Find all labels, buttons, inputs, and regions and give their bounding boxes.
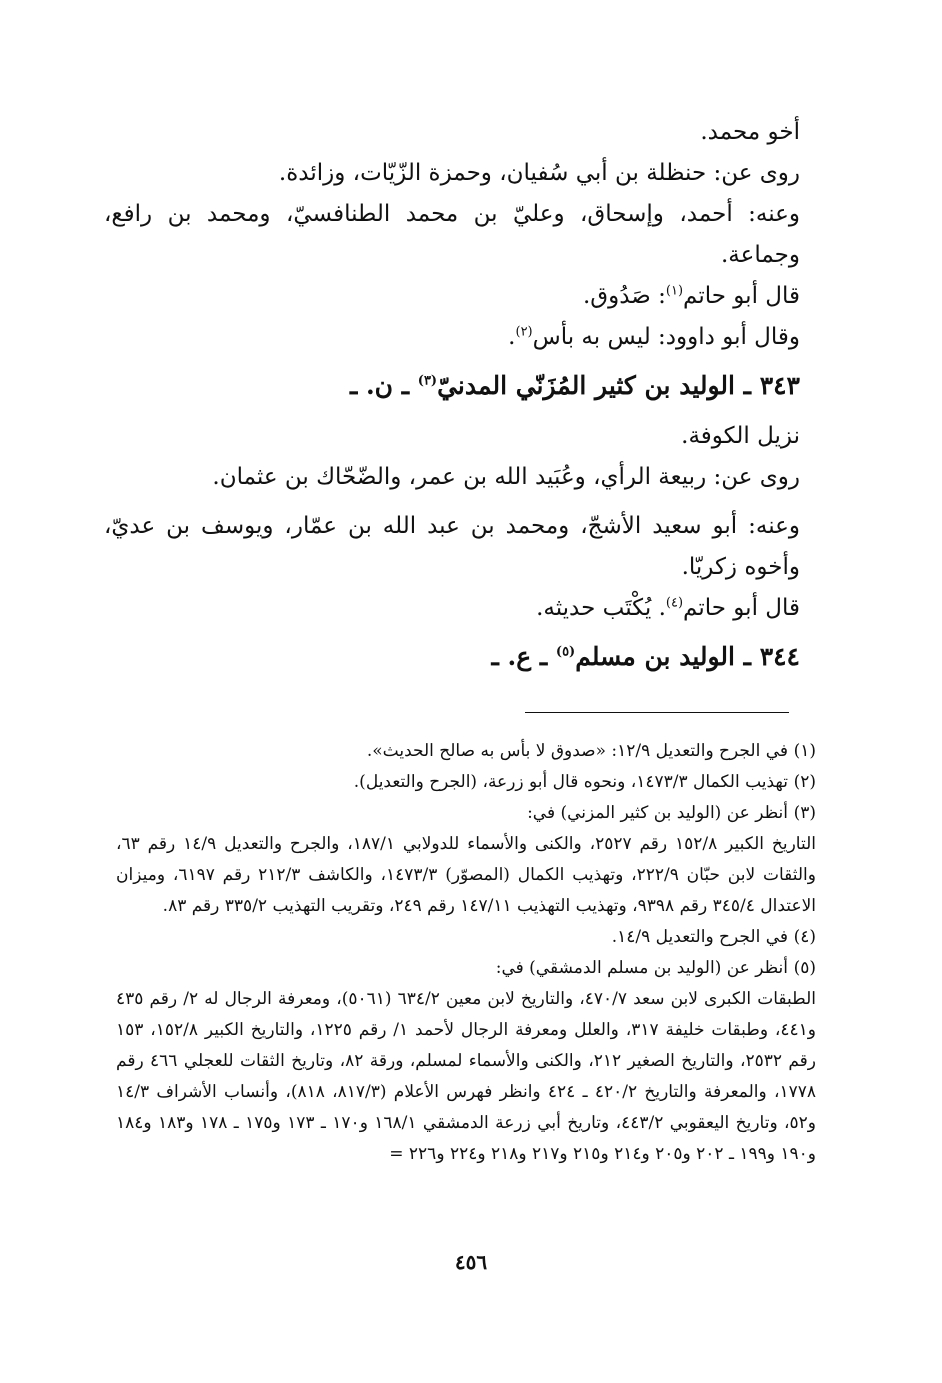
footnote-text: تهذيب الكمال ١٤٧٣/٣، ونحوه قال أبو زرعة، (الجرح والتعديل). <box>353 772 788 792</box>
statement-text: وقال أبو داوود: ليس به بأس <box>532 324 800 350</box>
entry-codes: ـ ع. ـ <box>491 642 556 671</box>
abu-hatim-statement <box>104 276 800 317</box>
footnote-divider <box>525 712 789 713</box>
text-line: روى عن: حنظلة بن أبي سُفيان، وحمزة الزّيّات، وزائدة. <box>278 160 800 186</box>
footnote-text: أنظر عن (الوليد بن كثير المزني) في: <box>527 803 788 823</box>
footnote-number: (٤) <box>793 927 816 947</box>
footnote-body: التاريخ الكبير ١٥٢/٨ رقم ٢٥٢٧، والكنى والأسماء للدولابي ١٨٧/١، والجرح والتعديل ١٤/٩ رقم ٦٣، والثقات لابن حبّان ٢٢٢/٩، وتهذيب الكمال (المصوّر) ١٤٧٣/٣، والكاشف ٢١٢/٣ رقم ٦١٩٧، وميزان الاعتدال ٣٤٥/٤ رقم ٩٣٩٨، وتهذيب التهذيب ١٤٧/١١ رقم ٢٤٩، وتقريب التهذيب ٣٣٥/٢ رقم ٨٣. <box>116 834 816 916</box>
statement-text: قال أبو حاتم <box>683 283 800 309</box>
statement-rest: . يُكْتَب حديثه. <box>536 595 666 621</box>
entry-title: ٣٤٤ ـ الوليد بن مسلم <box>575 642 800 671</box>
text-line: وعنه: أحمد، وإسحاق، وعليّ بن محمد الطنافسيّ، ومحمد بن رافع، وجماعة. <box>104 201 800 268</box>
footnote-ref: (٤) <box>665 595 684 611</box>
footnote <box>116 798 816 829</box>
text-line: وعنه: أبو سعيد الأشجّ، ومحمد بن عبد الله بن عمّار، ويوسف بن عديّ، وأخوه زكريّا. <box>104 513 800 580</box>
abu-hatim-statement <box>104 588 800 629</box>
page-number: ٤٥٦ <box>454 1250 488 1274</box>
statement-rest: : صَدُوق. <box>582 283 666 309</box>
entry-codes: ـ ن. ـ <box>349 371 418 400</box>
footnote-ref: (١) <box>665 283 684 299</box>
footnote <box>116 736 816 767</box>
footnote-number: (١) <box>793 741 816 761</box>
footnote <box>116 953 816 984</box>
statement-text: قال أبو حاتم <box>683 595 800 621</box>
text-line: نزيل الكوفة. <box>681 423 800 449</box>
footnote-ref: (٢) <box>515 324 533 340</box>
footnote-text: في الجرح والتعديل ١٢/٩: «صدوق لا بأس به صالح الحديث». <box>366 741 788 761</box>
footnote-ref: (٥) <box>555 644 576 660</box>
text-line: روى عن: ربيعة الرأي، وعُبَيد الله بن عمر، والضّحّاك بن عثمان. <box>212 464 800 490</box>
footnote-ref: (٣) <box>417 373 438 389</box>
entry-title: ٣٤٣ ـ الوليد بن كثير المُزَنّي المدنيّ <box>437 371 800 400</box>
main-text <box>104 112 800 687</box>
footnote-text: أنظر عن (الوليد بن مسلم الدمشقي) في: <box>495 958 788 978</box>
footnote <box>116 767 816 798</box>
footnote-number: (٥) <box>793 958 816 978</box>
abu-dawud-statement <box>104 317 800 358</box>
footnote-text: في الجرح والتعديل ١٤/٩. <box>611 927 788 947</box>
text-line: أخو محمد. <box>700 119 800 145</box>
entry-heading-343 <box>104 362 800 410</box>
footnotes <box>116 736 816 1170</box>
footnote-body: الطبقات الكبرى لابن سعد ٤٧٠/٧، والتاريخ لابن معين ٦٣٤/٢ (٥٠٦١)، ومعرفة الرجال له ٢/ رقم ٤٣٥ و٤٤١، وطبقات خليفة ٣١٧، والعلل ومعرفة الرجال لأحمد ١/ رقم ١٢٢٥، والتاريخ الكبير ١٥٢/٨، ١٥٣ رقم ٢٥٣٢، والتاريخ الصغير ٢١٢، والكنى والأسماء لمسلم، ورقة ٨٢، وتاريخ الثقات للعجلي ٤٦٦ رقم ١٧٧٨، والمعرفة والتاريخ ٤٢٠/٢ ـ ٤٢٤ وانظر فهرس الأعلام (٨١٧/٣، ٨١٨)، وأنساب الأشراف ١٤/٣ و٥٢، وتاريخ اليعقوبي ٤٤٣/٢، وتاريخ أبي زرعة الدمشقي ١٦٨/١ و١٧٠ ـ ١٧٣ و١٧٥ ـ ١٧٨ و١٨٣ و١٨٤ و١٩٠ و١٩٩ ـ ٢٠٢ و٢٠٥ و٢١٤ و٢١٥ و٢١٧ و٢١٨ و٢٢٤ و٢٢٦ = <box>116 989 817 1164</box>
footnote-number: (٣) <box>793 803 816 823</box>
footnote <box>116 922 816 953</box>
statement-rest: . <box>508 324 516 350</box>
footnote-number: (٢) <box>793 772 816 792</box>
entry-heading-344 <box>104 633 800 681</box>
